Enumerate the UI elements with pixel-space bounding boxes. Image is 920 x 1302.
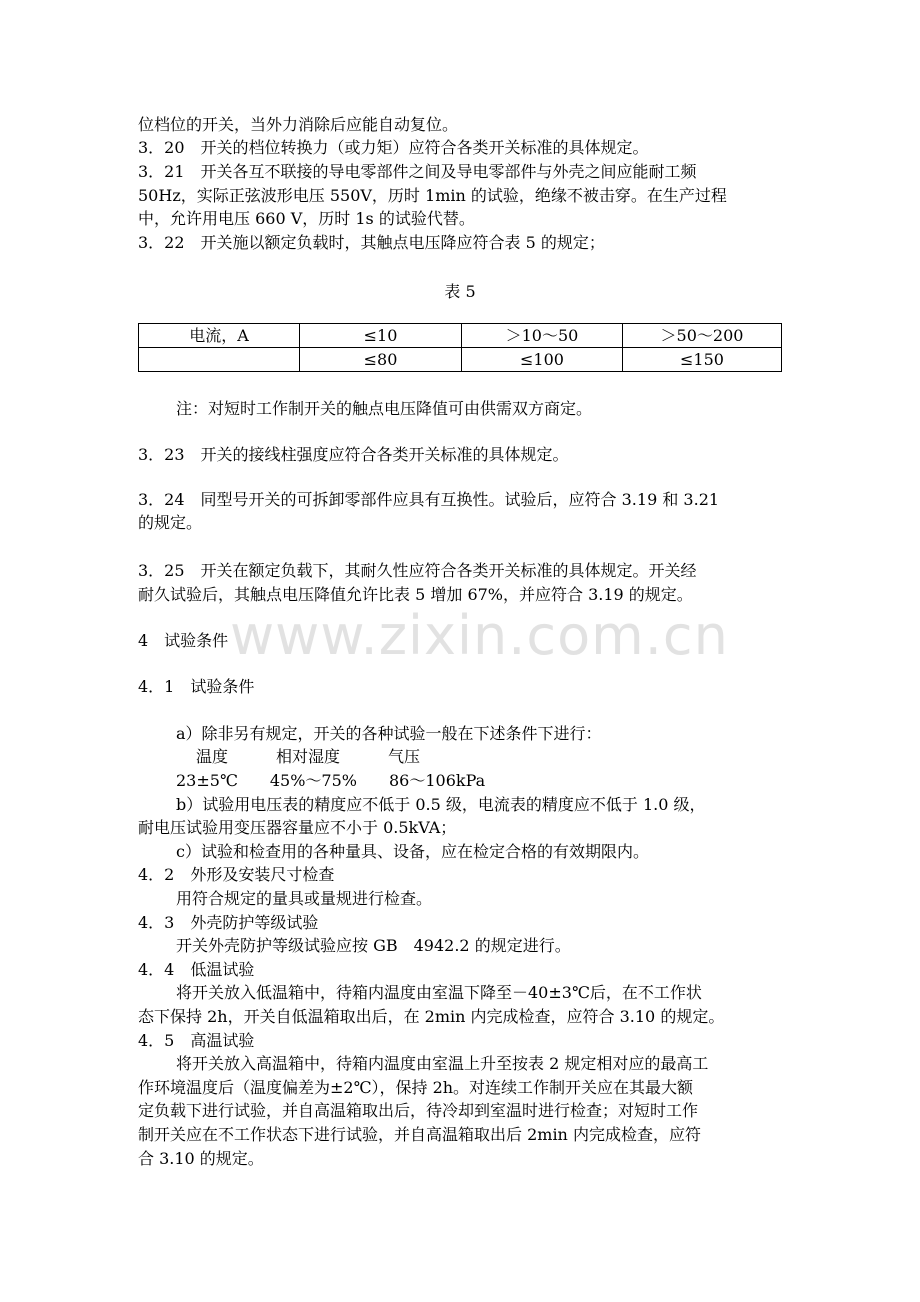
table-5 bbox=[138, 323, 782, 372]
text-line: 用符合规定的量具或量规进行检查。 bbox=[176, 889, 433, 908]
text-line: 制开关应在不工作状态下进行试验，并自高温箱取出后 2min 内完成检查，应符 bbox=[138, 1125, 701, 1144]
list-item: a）除非另有规定，开关的各种试验一般在下述条件下进行： bbox=[176, 724, 602, 743]
text-line: 作环境温度后（温度偏差为±2℃），保持 2h。对连续工作制开关应在其最大额 bbox=[138, 1078, 694, 1097]
text-line: 定负载下进行试验，并自高温箱取出后，待冷却到室温时进行检查；对短时工作 bbox=[138, 1101, 699, 1120]
text-line: 的规定。 bbox=[138, 513, 203, 532]
table-row bbox=[139, 348, 782, 372]
text-line: 中，允许用电压 660 V，历时 1s 的试验代替。 bbox=[138, 209, 475, 228]
table-cell: ≤10 bbox=[300, 324, 462, 348]
text-line: 将开关放入低温箱中，待箱内温度由室温下降至－40±3℃后，在不工作状 bbox=[176, 983, 702, 1002]
table-cell: ≤80 bbox=[300, 348, 462, 372]
text-line: 位档位的开关，当外力消除后应能自动复位。 bbox=[138, 115, 459, 134]
table-cell: ≤150 bbox=[623, 348, 782, 372]
table-caption: 表 5 bbox=[444, 282, 476, 301]
conditions-header: 温度 相对湿度 气压 bbox=[196, 747, 421, 766]
text-line: 态下保持 2h，开关自低温箱取出后，在 2min 内完成检查，应符合 3.10 的规定。 bbox=[138, 1007, 725, 1026]
subsection-heading: 4．5 高温试验 bbox=[138, 1031, 255, 1050]
subsection-heading: 4．1 试验条件 bbox=[138, 677, 255, 696]
text-line: 耐久试验后，其触点电压降值允许比表 5 增加 67%，并应符合 3.19 的规定。 bbox=[138, 585, 693, 604]
clause-3-23: 3．23 开关的接线柱强度应符合各类开关标准的具体规定。 bbox=[138, 445, 569, 464]
subsection-heading: 4．3 外壳防护等级试验 bbox=[138, 913, 319, 932]
subsection-heading: 4．2 外形及安装尺寸检查 bbox=[138, 865, 335, 884]
clause-3-20: 3．20 开关的档位转换力（或力矩）应符合各类开关标准的具体规定。 bbox=[138, 138, 649, 157]
table-note: 注：对短时工作制开关的触点电压降值可由供需双方商定。 bbox=[176, 399, 593, 418]
list-item: c）试验和检查用的各种量具、设备，应在检定合格的有效期限内。 bbox=[176, 842, 649, 861]
table-cell: ＞10～50 bbox=[462, 324, 623, 348]
clause-3-25: 3．25 开关在额定负载下，其耐久性应符合各类开关标准的具体规定。开关经 bbox=[138, 561, 697, 580]
text-line: 50Hz，实际正弦波形电压 550V，历时 1min 的试验，绝缘不被击穿。在生产过程 bbox=[138, 186, 727, 205]
table-row bbox=[139, 324, 782, 348]
text-line: 将开关放入高温箱中，待箱内温度由室温上升至按表 2 规定相对应的最高工 bbox=[176, 1054, 709, 1073]
table-cell: ＞50～200 bbox=[623, 324, 782, 348]
text-line: 开关外壳防护等级试验应按 GB 4942.2 的规定进行。 bbox=[176, 936, 571, 955]
text-line: 耐电压试验用变压器容量应不小于 0.5kVA； bbox=[138, 818, 457, 837]
conditions-values: 23±5℃ 45%～75% 86～106kPa bbox=[176, 771, 486, 790]
clause-3-21: 3．21 开关各互不联接的导电零部件之间及导电零部件与外壳之间应能耐工频 bbox=[138, 162, 697, 181]
list-item: b）试验用电压表的精度应不低于 0.5 级，电流表的精度应不低于 1.0 级， bbox=[176, 795, 706, 814]
clause-3-24: 3．24 同型号开关的可拆卸零部件应具有互换性。试验后，应符合 3.19 和 3.21 bbox=[138, 490, 720, 509]
watermark: www.zixin.com.cn bbox=[230, 604, 729, 667]
clause-3-22: 3．22 开关施以额定负载时，其触点电压降应符合表 5 的规定； bbox=[138, 233, 605, 252]
table-cell: ≤100 bbox=[462, 348, 623, 372]
section-heading: 4 试验条件 bbox=[138, 631, 229, 650]
text-line: 合 3.10 的规定。 bbox=[138, 1149, 264, 1168]
subsection-heading: 4．4 低温试验 bbox=[138, 960, 255, 979]
table-cell bbox=[139, 348, 300, 372]
table-cell: 电流，A bbox=[139, 324, 300, 348]
